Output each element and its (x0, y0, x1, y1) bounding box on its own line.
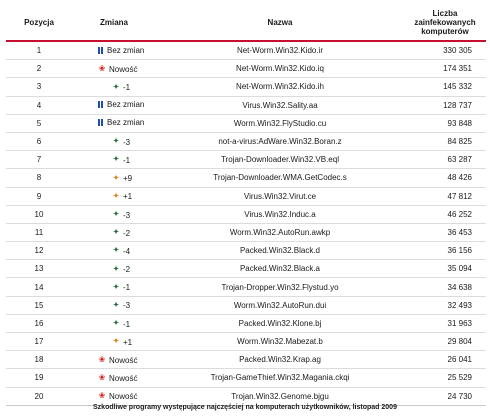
change-cell (72, 96, 156, 114)
arrow-down-icon: ✦ (113, 301, 119, 309)
change-cell (72, 296, 156, 314)
table-row (6, 132, 486, 150)
infected-count-cell: 84 825 (404, 132, 486, 150)
change-cell (72, 260, 156, 278)
table-row (6, 96, 486, 114)
rank-cell: 2 (6, 60, 72, 78)
change-indicator (76, 211, 130, 220)
change-indicator (76, 65, 137, 74)
change-cell (72, 351, 156, 369)
table-row (6, 187, 486, 205)
arrow-down-icon: ✦ (113, 138, 119, 146)
change-label: Nowość (109, 391, 138, 401)
infected-count-cell: 36 453 (404, 223, 486, 241)
change-cell (72, 314, 156, 332)
arrow-down-icon: ✦ (113, 229, 119, 237)
infected-count-cell: 25 529 (404, 369, 486, 387)
change-cell (72, 333, 156, 351)
infected-count-cell: 35 094 (404, 260, 486, 278)
table-row (6, 41, 486, 60)
change-cell (72, 387, 156, 405)
change-cell (72, 187, 156, 205)
infected-count-cell: 31 963 (404, 314, 486, 332)
arrow-up-icon: ✦ (113, 192, 119, 200)
table-row (6, 169, 486, 187)
change-indicator (76, 247, 130, 256)
malware-name-cell: Virus.Win32.Induc.a (156, 205, 404, 223)
rank-cell: 11 (6, 223, 72, 241)
infected-count-cell: 26 041 (404, 351, 486, 369)
pause-icon (98, 119, 103, 126)
change-label: -1 (123, 319, 131, 329)
change-cell (72, 169, 156, 187)
malware-name-cell: not-a-virus:AdWare.Win32.Boran.z (156, 132, 404, 150)
malware-name-cell: Net-Worm.Win32.Kido.ih (156, 78, 404, 96)
arrow-down-icon: ✦ (113, 83, 119, 91)
malware-name-cell: Trojan-GameThief.Win32.Magania.ckqi (156, 369, 404, 387)
table-row (6, 242, 486, 260)
malware-ranking-table (6, 4, 486, 406)
change-label: -1 (123, 155, 131, 165)
change-label: -3 (123, 137, 131, 147)
change-indicator (76, 301, 130, 310)
rank-cell: 20 (6, 387, 72, 405)
rank-cell: 16 (6, 314, 72, 332)
change-indicator (76, 192, 132, 201)
infected-count-cell: 93 848 (404, 114, 486, 132)
malware-name-cell: Trojan-Downloader.Win32.VB.eql (156, 151, 404, 169)
rank-cell: 19 (6, 369, 72, 387)
arrow-down-icon: ✦ (113, 156, 119, 164)
change-indicator (76, 320, 130, 329)
change-cell (72, 151, 156, 169)
infected-count-cell: 47 812 (404, 187, 486, 205)
rank-cell: 17 (6, 333, 72, 351)
change-indicator (76, 374, 137, 383)
change-indicator (76, 283, 130, 292)
rank-cell: 3 (6, 78, 72, 96)
infected-count-cell: 128 737 (404, 96, 486, 114)
table-row (6, 296, 486, 314)
count-header-line: zainfekowanych (414, 17, 476, 27)
malware-name-cell: Worm.Win32.Mabezat.b (156, 333, 404, 351)
infected-count-cell: 174 351 (404, 60, 486, 78)
malware-name-cell: Virus.Win32.Virut.ce (156, 187, 404, 205)
rank-cell: 6 (6, 132, 72, 150)
count-header-line: komputerów (421, 26, 469, 36)
rank-cell: 4 (6, 96, 72, 114)
malware-name-cell: Trojan-Dropper.Win32.Flystud.yo (156, 278, 404, 296)
change-label: -2 (123, 228, 131, 238)
infected-count-cell: 29 804 (404, 333, 486, 351)
change-label: Nowość (109, 64, 138, 74)
change-label: Bez zmian (107, 100, 145, 110)
table-row (6, 333, 486, 351)
malware-name-cell: Net-Worm.Win32.Kido.iq (156, 60, 404, 78)
arrow-down-icon: ✦ (113, 320, 119, 328)
name-column-header: Nazwa (156, 4, 404, 41)
change-cell (72, 242, 156, 260)
change-indicator (76, 100, 144, 109)
change-indicator (76, 83, 130, 92)
change-label: Nowość (109, 373, 138, 383)
change-cell (72, 132, 156, 150)
change-label: +1 (123, 192, 133, 202)
rank-cell: 1 (6, 41, 72, 60)
rank-cell: 10 (6, 205, 72, 223)
count-header-line: Liczba (432, 8, 458, 18)
infected-count-cell: 32 493 (404, 296, 486, 314)
change-indicator (76, 265, 130, 274)
rank-cell: 9 (6, 187, 72, 205)
change-label: +9 (123, 174, 133, 184)
table-row (6, 114, 486, 132)
change-cell (72, 114, 156, 132)
change-label: -3 (123, 210, 131, 220)
paw-icon: ❀ (98, 373, 106, 383)
table-row (6, 278, 486, 296)
change-cell (72, 223, 156, 241)
change-cell (72, 41, 156, 60)
malware-name-cell: Worm.Win32.AutoRun.awkp (156, 223, 404, 241)
rank-cell: 14 (6, 278, 72, 296)
change-label: -1 (123, 83, 131, 93)
infected-count-cell: 24 730 (404, 387, 486, 405)
table-row (6, 205, 486, 223)
malware-name-cell: Packed.Win32.Klone.bj (156, 314, 404, 332)
infected-count-cell: 36 156 (404, 242, 486, 260)
count-column-header (404, 4, 486, 41)
malware-name-cell: Net-Worm.Win32.Kido.ir (156, 41, 404, 60)
change-label: Nowość (109, 355, 138, 365)
infected-count-cell: 63 287 (404, 151, 486, 169)
arrow-up-icon: ✦ (113, 174, 119, 182)
arrow-down-icon: ✦ (113, 247, 119, 255)
infected-count-cell: 48 426 (404, 169, 486, 187)
change-indicator (76, 156, 130, 165)
malware-name-cell: Packed.Win32.Black.a (156, 260, 404, 278)
arrow-up-icon: ✦ (113, 338, 119, 346)
change-label: -4 (123, 246, 131, 256)
malware-name-cell: Packed.Win32.Krap.ag (156, 351, 404, 369)
change-cell (72, 278, 156, 296)
change-label: +1 (123, 337, 133, 347)
change-indicator (76, 174, 132, 183)
table-row (6, 314, 486, 332)
change-cell (72, 369, 156, 387)
paw-icon: ❀ (98, 355, 106, 365)
change-indicator (76, 338, 132, 347)
malware-name-cell: Worm.Win32.AutoRun.dui (156, 296, 404, 314)
table-row (6, 60, 486, 78)
arrow-down-icon: ✦ (113, 283, 119, 291)
change-indicator (76, 392, 137, 401)
malware-name-cell: Trojan-Downloader.WMA.GetCodec.s (156, 169, 404, 187)
table-header-row (6, 4, 486, 41)
table-row (6, 151, 486, 169)
rank-cell: 5 (6, 114, 72, 132)
rank-cell: 12 (6, 242, 72, 260)
rank-cell: 15 (6, 296, 72, 314)
change-label: Bez zmian (107, 45, 145, 55)
infected-count-cell: 330 305 (404, 41, 486, 60)
table-body (6, 41, 486, 405)
malware-name-cell: Packed.Win32.Black.d (156, 242, 404, 260)
change-cell (72, 78, 156, 96)
change-label: -1 (123, 283, 131, 293)
change-indicator (76, 138, 130, 147)
change-label: Bez zmian (107, 118, 145, 128)
table-caption: Szkodliwe programy występujące najczęściej na komputerach użytkowników, listopad 2009 (93, 404, 397, 411)
malware-name-cell: Worm.Win32.FlyStudio.cu (156, 114, 404, 132)
change-label: -3 (123, 301, 131, 311)
infected-count-cell: 145 332 (404, 78, 486, 96)
change-indicator (76, 46, 144, 55)
malware-name-cell: Trojan.Win32.Genome.bjgu (156, 387, 404, 405)
change-cell (72, 205, 156, 223)
rank-cell: 13 (6, 260, 72, 278)
paw-icon: ❀ (98, 391, 106, 401)
arrow-down-icon: ✦ (113, 211, 119, 219)
change-label: -2 (123, 265, 131, 275)
change-cell (72, 60, 156, 78)
rank-cell: 18 (6, 351, 72, 369)
arrow-down-icon: ✦ (113, 265, 119, 273)
pause-icon (98, 47, 103, 54)
change-indicator (76, 118, 144, 127)
table-row (6, 223, 486, 241)
table-row (6, 78, 486, 96)
table-row (6, 260, 486, 278)
infected-count-cell: 46 252 (404, 205, 486, 223)
table-row (6, 369, 486, 387)
change-indicator (76, 356, 137, 365)
rank-cell: 8 (6, 169, 72, 187)
malware-name-cell: Virus.Win32.Sality.aa (156, 96, 404, 114)
table-row (6, 351, 486, 369)
infected-count-cell: 34 638 (404, 278, 486, 296)
pause-icon (98, 101, 103, 108)
rank-cell: 7 (6, 151, 72, 169)
rank-column-header: Pozycja (6, 4, 72, 41)
paw-icon: ❀ (98, 64, 106, 74)
change-indicator (76, 229, 130, 238)
table-row (6, 387, 486, 405)
change-column-header: Zmiana (72, 4, 156, 41)
